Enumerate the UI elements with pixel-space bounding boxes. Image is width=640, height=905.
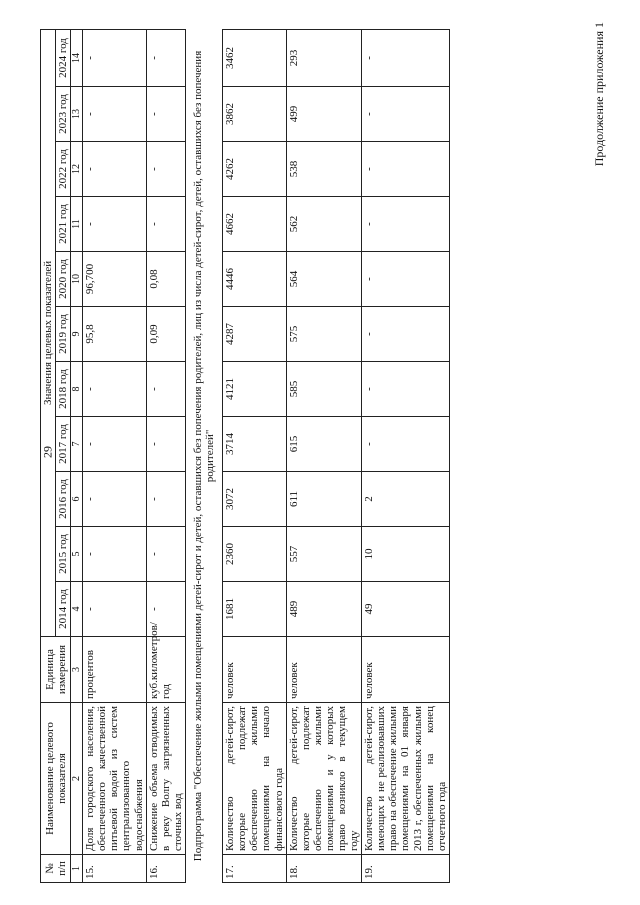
row-number: 18. xyxy=(286,855,362,883)
header-column-number: 12 xyxy=(71,142,83,197)
indicator-value: - xyxy=(362,142,450,197)
header-column-number: 2 xyxy=(71,703,83,855)
indicator-value: 562 xyxy=(286,197,362,252)
header-column-numbers xyxy=(71,29,83,882)
header-column-number: 3 xyxy=(71,637,83,703)
indicator-value: 615 xyxy=(286,417,362,472)
indicator-name: Доля городского населения, обеспеченного качественной питьевой водой из систем централизованного водоснабжения xyxy=(83,703,146,855)
header-column-number: 9 xyxy=(71,307,83,362)
header-column-number: 13 xyxy=(71,87,83,142)
indicator-value: 10 xyxy=(362,527,450,582)
header-column-number: 4 xyxy=(71,582,83,637)
indicator-value: 3462 xyxy=(223,29,286,86)
indicator-value: 4262 xyxy=(223,142,286,197)
indicator-value: - xyxy=(362,362,450,417)
indicator-value: - xyxy=(146,29,185,86)
indicator-unit: человек xyxy=(223,637,286,703)
header-column-number: 14 xyxy=(71,29,83,86)
indicator-name: Количество детей-сирот, которые подлежат обеспечению жилыми помещениями и у которых право возникло в текущем году xyxy=(286,703,362,855)
header-values-group: Значения целевых показателей xyxy=(41,29,56,636)
indicator-value: - xyxy=(83,87,146,142)
header-year: 2020 год xyxy=(56,252,71,307)
header-year: 2021 год xyxy=(56,197,71,252)
indicator-value: 575 xyxy=(286,307,362,362)
row-number: 15. xyxy=(83,855,146,883)
table-row xyxy=(83,29,146,882)
header-column-number: 5 xyxy=(71,527,83,582)
table-row xyxy=(362,29,450,882)
indicator-value: 2360 xyxy=(223,527,286,582)
subprogram-cell xyxy=(185,29,222,882)
indicator-unit: процентов xyxy=(83,637,146,703)
header-column-number: 1 xyxy=(71,855,83,883)
indicator-value: - xyxy=(83,417,146,472)
indicator-value: - xyxy=(146,197,185,252)
indicator-value: - xyxy=(146,87,185,142)
header-year: 2016 год xyxy=(56,472,71,527)
header-year: 2015 год xyxy=(56,527,71,582)
page-number: 29 xyxy=(40,446,55,458)
header-year: 2014 год xyxy=(56,582,71,637)
indicator-value: 4287 xyxy=(223,307,286,362)
indicator-value: 499 xyxy=(286,87,362,142)
indicator-value: 96,700 xyxy=(83,252,146,307)
indicator-value: 489 xyxy=(286,582,362,637)
indicator-value: 3714 xyxy=(223,417,286,472)
header-name: Наименование целевого показателя xyxy=(41,703,71,855)
header-year: 2018 год xyxy=(56,362,71,417)
indicator-value: - xyxy=(83,197,146,252)
indicator-value: - xyxy=(362,252,450,307)
header-unit: Единица измерения xyxy=(41,637,71,703)
indicator-name: Количество детей-сирот, которые подлежат обеспечению жилыми помещениями на начало финансового года xyxy=(223,703,286,855)
indicator-unit: человек xyxy=(362,637,450,703)
indicator-value: 4662 xyxy=(223,197,286,252)
indicator-value: 0,08 xyxy=(146,252,185,307)
indicator-value: 95,8 xyxy=(83,307,146,362)
indicator-value: - xyxy=(146,417,185,472)
header-column-number: 7 xyxy=(71,417,83,472)
indicator-value: - xyxy=(362,87,450,142)
indicator-value: 557 xyxy=(286,527,362,582)
indicator-value: - xyxy=(146,527,185,582)
indicator-value: - xyxy=(83,472,146,527)
row-number: 17. xyxy=(223,855,286,883)
indicator-value: 2 xyxy=(362,472,450,527)
header-year: 2024 год xyxy=(56,29,71,86)
table-body xyxy=(83,29,450,882)
indicator-value: 0,09 xyxy=(146,307,185,362)
indicator-value: 4121 xyxy=(223,362,286,417)
subprogram-row xyxy=(185,29,222,882)
table-row xyxy=(223,29,286,882)
indicator-value: - xyxy=(83,527,146,582)
subprogram-title: Подпрограмма "Обеспечение жилыми помещениями детей-сирот и детей, оставшихся без попечения родителей, лиц из числа детей-сирот, детей, оставшихся без попечения родителей" xyxy=(191,50,217,862)
header-year: 2017 год xyxy=(56,417,71,472)
indicators-table xyxy=(40,29,450,883)
indicator-value: - xyxy=(83,29,146,86)
continuation-label: Продолжение приложения 1 xyxy=(592,22,606,167)
indicator-value: 4446 xyxy=(223,252,286,307)
indicator-name: Количество детей-сирот, имеющих и не реализовавших право на обеспечение жилыми помещениями на 01 января 2013 г, обеспеченных жилыми помещениями на конец отчетного года xyxy=(362,703,450,855)
indicator-value: - xyxy=(83,362,146,417)
row-number: 19. xyxy=(362,855,450,883)
indicator-value: - xyxy=(362,29,450,86)
indicator-value: - xyxy=(83,582,146,637)
header-column-number: 10 xyxy=(71,252,83,307)
indicator-value: 564 xyxy=(286,252,362,307)
indicator-value: 585 xyxy=(286,362,362,417)
indicator-value: - xyxy=(83,142,146,197)
header-no: № п/п xyxy=(41,855,71,883)
indicator-value: 3862 xyxy=(223,87,286,142)
indicator-value: - xyxy=(362,197,450,252)
indicator-value: 49 xyxy=(362,582,450,637)
indicator-value: 1681 xyxy=(223,582,286,637)
table-row xyxy=(146,29,185,882)
indicator-value: - xyxy=(146,142,185,197)
indicator-value: 3072 xyxy=(223,472,286,527)
indicator-name: Снижение объема отводимых в реку Волгу загрязненных сточных вод xyxy=(146,703,185,855)
indicator-value: 293 xyxy=(286,29,362,86)
header-year: 2023 год xyxy=(56,87,71,142)
indicator-value: - xyxy=(146,362,185,417)
indicator-value: 538 xyxy=(286,142,362,197)
indicator-value: - xyxy=(362,307,450,362)
table-row xyxy=(286,29,362,882)
header-column-number: 8 xyxy=(71,362,83,417)
indicator-value: - xyxy=(146,472,185,527)
indicator-value: - xyxy=(146,582,185,637)
indicator-value: - xyxy=(362,417,450,472)
header-year: 2019 год xyxy=(56,307,71,362)
header-column-number: 6 xyxy=(71,472,83,527)
indicator-unit: человек xyxy=(286,637,362,703)
indicator-unit: куб.километров/год xyxy=(146,637,185,703)
header-year: 2022 год xyxy=(56,142,71,197)
header-column-number: 11 xyxy=(71,197,83,252)
row-number: 16. xyxy=(146,855,185,883)
indicator-value: 611 xyxy=(286,472,362,527)
